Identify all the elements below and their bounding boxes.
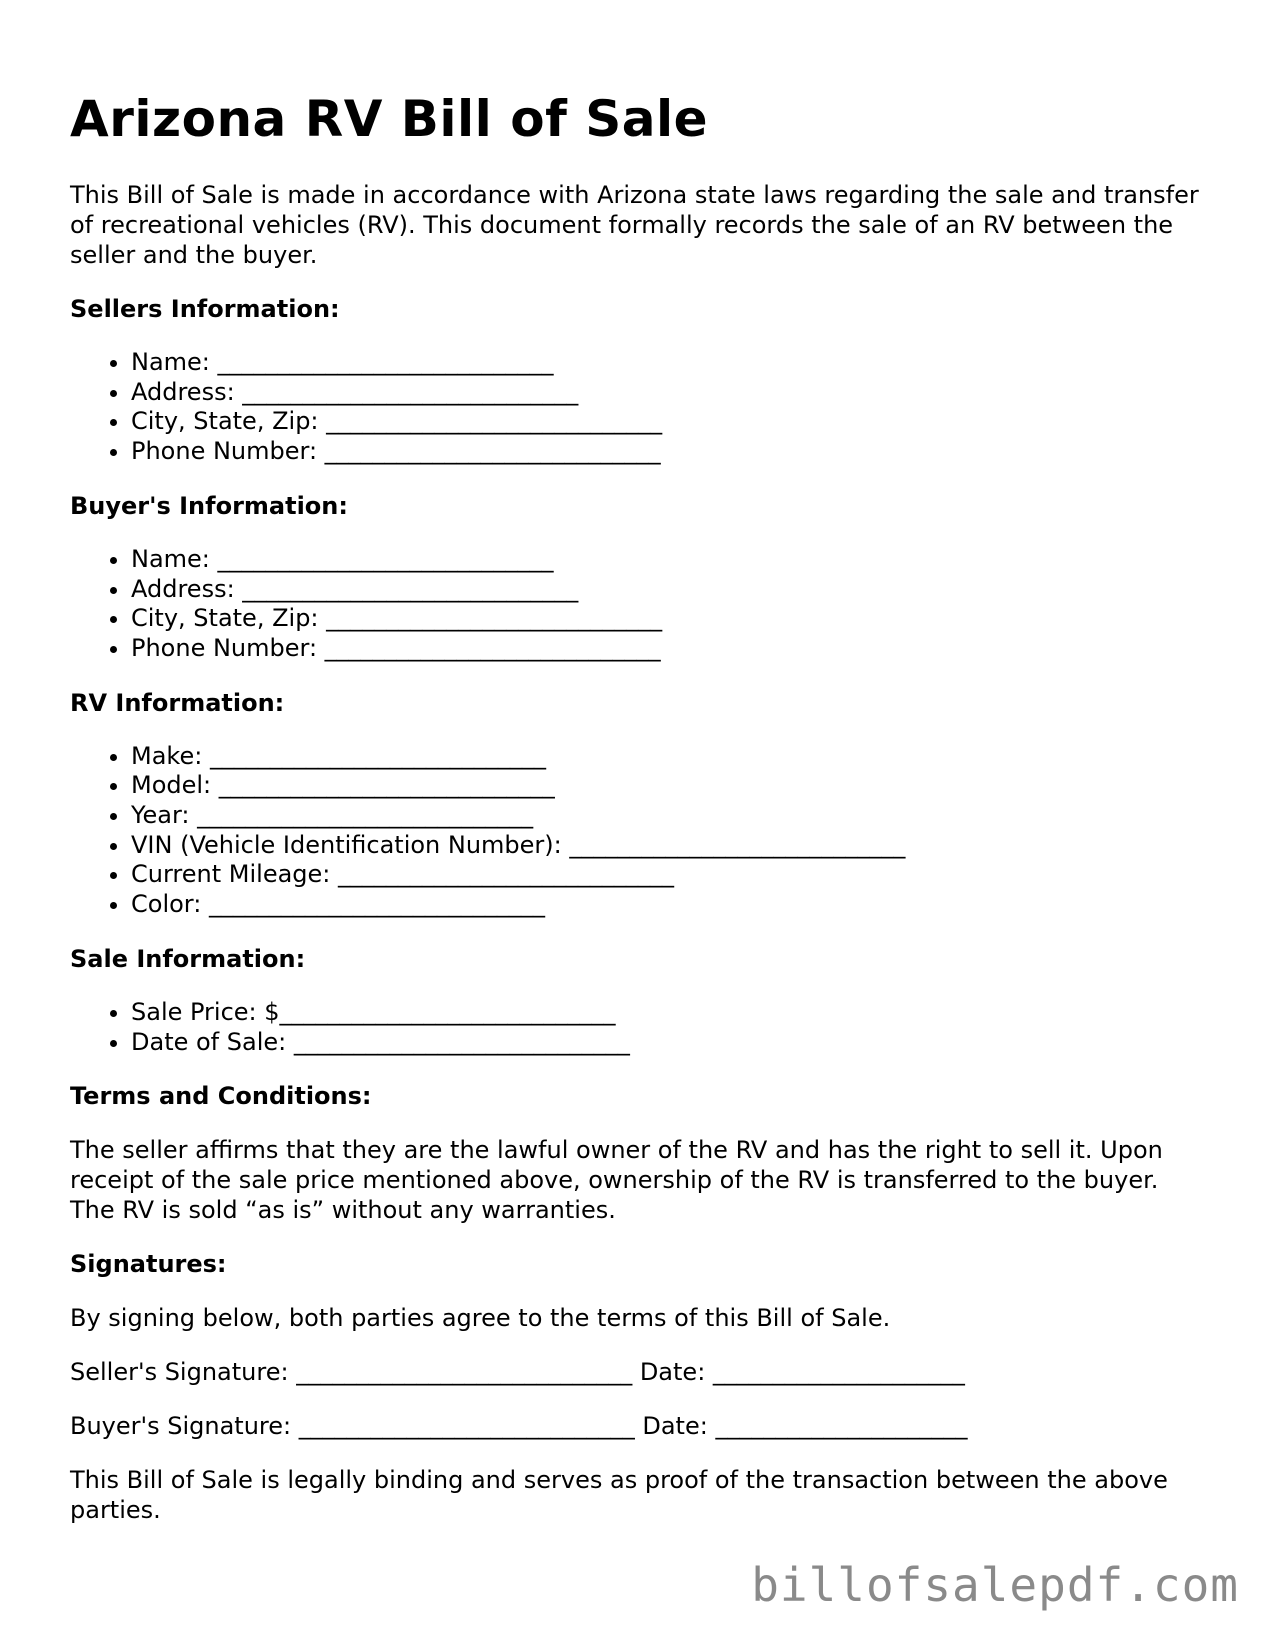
buyers-list (70, 545, 1210, 664)
buyer-city-state-zip-field: • City, State, Zip: ____________________________ (131, 604, 1210, 634)
signatures-intro: By signing below, both parties agree to the terms of this Bill of Sale. (70, 1304, 891, 1333)
rv-vin-field: • VIN (Vehicle Identification Number): ____________________________ (131, 831, 1210, 861)
seller-phone-field: • Phone Number: ____________________________ (131, 437, 1210, 467)
sale-heading: Sale Information: (70, 944, 306, 973)
sale-date-field: • Date of Sale: ____________________________ (131, 1028, 1210, 1058)
document-page (70, 84, 1210, 1525)
sellers-list (70, 348, 1210, 467)
buyer-name-field: • Name: ____________________________ (131, 545, 1210, 575)
buyers-heading: Buyer's Information: (70, 491, 348, 520)
rv-list (70, 742, 1210, 920)
buyer-address-field: • Address: ____________________________ (131, 575, 1210, 605)
seller-city-state-zip-field: • City, State, Zip: ____________________________ (131, 407, 1210, 437)
rv-model-field: • Model: ____________________________ (131, 771, 1210, 801)
rv-heading: RV Information: (70, 688, 285, 717)
sale-price-field: • Sale Price: $____________________________ (131, 998, 1210, 1028)
rv-make-field: • Make: ____________________________ (131, 742, 1210, 772)
buyer-signature-line: Buyer's Signature: ____________________________ Date: _____________________ (70, 1412, 968, 1441)
sellers-heading: Sellers Information: (70, 295, 340, 323)
terms-heading: Terms and Conditions: (70, 1082, 372, 1111)
terms-paragraph: The seller affirms that they are the lawful owner of the RV and has the right to sell it. Upon receipt of the sale price mentioned above, ownership of the RV is transferred to the buyer. The RV is sold “as is” without any warranties. (70, 1136, 1163, 1225)
closing-paragraph: This Bill of Sale is legally binding and serves as proof of the transaction between the above parties. (70, 1466, 1168, 1525)
document-title: Arizona RV Bill of Sale (70, 90, 709, 148)
seller-address-field: • Address: ____________________________ (131, 378, 1210, 408)
intro-paragraph: This Bill of Sale is made in accordance with Arizona state laws regarding the sale and transfer of recreational vehicles (RV). This document formally records the sale of an RV between the seller and the buyer. (70, 181, 1199, 269)
seller-name-field: • Name: ____________________________ (131, 348, 1210, 378)
rv-year-field: • Year: ____________________________ (131, 801, 1210, 831)
rv-mileage-field: • Current Mileage: ____________________________ (131, 860, 1210, 890)
rv-color-field: • Color: ____________________________ (131, 890, 1210, 920)
watermark: billofsalepdf.com (751, 1558, 1239, 1612)
seller-signature-line: Seller's Signature: ____________________________ Date: _____________________ (70, 1358, 965, 1387)
signatures-heading: Signatures: (70, 1250, 227, 1279)
buyer-phone-field: • Phone Number: ____________________________ (131, 634, 1210, 664)
sale-list (70, 998, 1210, 1057)
